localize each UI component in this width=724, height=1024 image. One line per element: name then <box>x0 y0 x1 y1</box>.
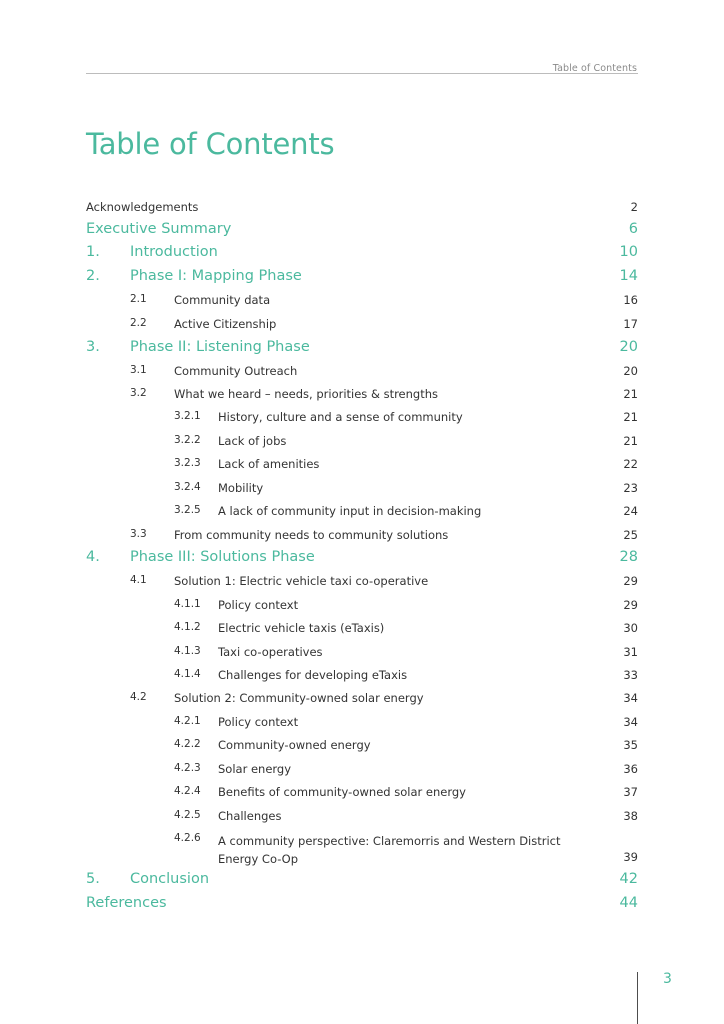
toc-entry-title: Phase III: Solutions Phase <box>130 549 315 565</box>
toc-entry-title: Mobility <box>218 481 264 495</box>
toc-entry-page: 25 <box>623 528 638 542</box>
toc-entry-page: 2 <box>630 200 638 214</box>
toc-entry-title: A lack of community input in decision-making <box>218 504 482 518</box>
toc-entry-page: 14 <box>619 268 638 284</box>
toc-entry-title: Challenges for developing eTaxis <box>218 668 408 682</box>
toc-entry-number: 3.2 <box>130 387 147 399</box>
toc-entry-page: 30 <box>623 621 638 635</box>
toc-entry-page: 28 <box>619 549 638 565</box>
footer-rule <box>637 972 638 1024</box>
toc-entry-number: 3.2.5 <box>174 504 201 516</box>
toc-entry-number: 4.1.4 <box>174 668 201 680</box>
toc-entry-title <box>218 832 561 868</box>
page-title: Table of Contents <box>86 127 335 161</box>
toc-entry-page: 29 <box>623 574 638 588</box>
toc-entry-page: 22 <box>623 457 638 471</box>
toc-entry-title: Benefits of community-owned solar energy <box>218 785 466 799</box>
toc-entry-title: Phase II: Listening Phase <box>130 339 310 355</box>
toc-entry-page: 38 <box>623 809 638 823</box>
toc-entry-title: Community data <box>174 293 271 307</box>
toc-entry-number: 4.2.2 <box>174 738 201 750</box>
toc-entry-number: 3. <box>86 339 100 355</box>
toc-entry-page: 23 <box>623 481 638 495</box>
toc-entry-number: 3.1 <box>130 364 147 376</box>
toc-entry-number: 3.2.4 <box>174 481 201 493</box>
toc-entry-title: Challenges <box>218 809 282 823</box>
toc-entry-page: 34 <box>623 715 638 729</box>
toc-entry-page: 21 <box>623 410 638 424</box>
toc-entry-number: 4.1.3 <box>174 645 201 657</box>
running-header: Table of Contents <box>552 63 637 74</box>
toc-entry-number: 3.2.1 <box>174 410 201 422</box>
toc-entry-number: 4.1 <box>130 574 147 586</box>
toc-entry-page: 39 <box>623 850 638 864</box>
toc-entry-title: From community needs to community solutions <box>174 528 449 542</box>
toc-entry-number: 4.2.4 <box>174 785 201 797</box>
toc-entry-title: Policy context <box>218 715 299 729</box>
toc-entry-title: Conclusion <box>130 871 210 887</box>
toc-entry-page: 31 <box>623 645 638 659</box>
toc-entry-page: 44 <box>619 895 638 911</box>
page-number: 3 <box>663 971 672 987</box>
toc-entry-page: 24 <box>623 504 638 518</box>
toc-entry-number: 4.2.5 <box>174 809 201 821</box>
toc-entry-page: 10 <box>619 244 638 260</box>
toc-entry-title: Active Citizenship <box>174 317 277 331</box>
toc-entry-title: Solution 1: Electric vehicle taxi co-operative <box>174 574 429 588</box>
toc-entry-page: 21 <box>623 387 638 401</box>
toc-entry-number: 4.1.1 <box>174 598 201 610</box>
toc-entry-page: 29 <box>623 598 638 612</box>
toc-entry-number: 4.2.3 <box>174 762 201 774</box>
toc-entry-number: 2.2 <box>130 317 147 329</box>
toc-entry-page: 6 <box>628 221 638 237</box>
toc-entry-title: Lack of jobs <box>218 434 287 448</box>
toc-entry-page: 34 <box>623 691 638 705</box>
toc-entry-page: 20 <box>619 339 638 355</box>
table-of-contents <box>86 0 638 1024</box>
toc-entry-title: Executive Summary <box>86 221 232 237</box>
toc-entry-title: Electric vehicle taxis (eTaxis) <box>218 621 385 635</box>
toc-entry-number: 4.1.2 <box>174 621 201 633</box>
toc-entry-page: 33 <box>623 668 638 682</box>
toc-entry-number: 4.2 <box>130 691 147 703</box>
toc-entry-page: 42 <box>619 871 638 887</box>
toc-entry-title: Solution 2: Community-owned solar energy <box>174 691 424 705</box>
toc-entry-number: 4.2.6 <box>174 832 201 844</box>
toc-entry-page: 37 <box>623 785 638 799</box>
toc-entry-title: Taxi co-operatives <box>218 645 323 659</box>
toc-entry-number: 2.1 <box>130 293 147 305</box>
toc-entry-number: 3.2.3 <box>174 457 201 469</box>
toc-entry-title: Acknowledgements <box>86 200 199 214</box>
toc-entry-number: 1. <box>86 244 100 260</box>
toc-entry-title: Solar energy <box>218 762 292 776</box>
toc-entry-number: 4.2.1 <box>174 715 201 727</box>
toc-entry-title: What we heard – needs, priorities & strengths <box>174 387 439 401</box>
toc-entry-page: 20 <box>623 364 638 378</box>
toc-entry-title: Introduction <box>130 244 218 260</box>
toc-entry-title: Community-owned energy <box>218 738 371 752</box>
toc-entry-number: 5. <box>86 871 100 887</box>
toc-entry-number: 3.2.2 <box>174 434 201 446</box>
toc-entry-page: 21 <box>623 434 638 448</box>
toc-entry-title-line: Energy Co-Op <box>218 852 299 866</box>
toc-entry-page: 17 <box>623 317 638 331</box>
toc-entry-title: Community Outreach <box>174 364 298 378</box>
toc-entry-title-line: A community perspective: Claremorris and Western District <box>218 834 561 848</box>
toc-entry-title: Phase I: Mapping Phase <box>130 268 302 284</box>
toc-entry-number: 2. <box>86 268 100 284</box>
toc-entry-title: References <box>86 895 167 911</box>
toc-entry-title: History, culture and a sense of community <box>218 410 463 424</box>
toc-entry-number: 4. <box>86 549 100 565</box>
toc-entry-page: 16 <box>623 293 638 307</box>
toc-entry-page: 36 <box>623 762 638 776</box>
toc-entry-title: Lack of amenities <box>218 457 320 471</box>
toc-entry-number: 3.3 <box>130 528 147 540</box>
toc-entry-page: 35 <box>623 738 638 752</box>
toc-entry-title: Policy context <box>218 598 299 612</box>
